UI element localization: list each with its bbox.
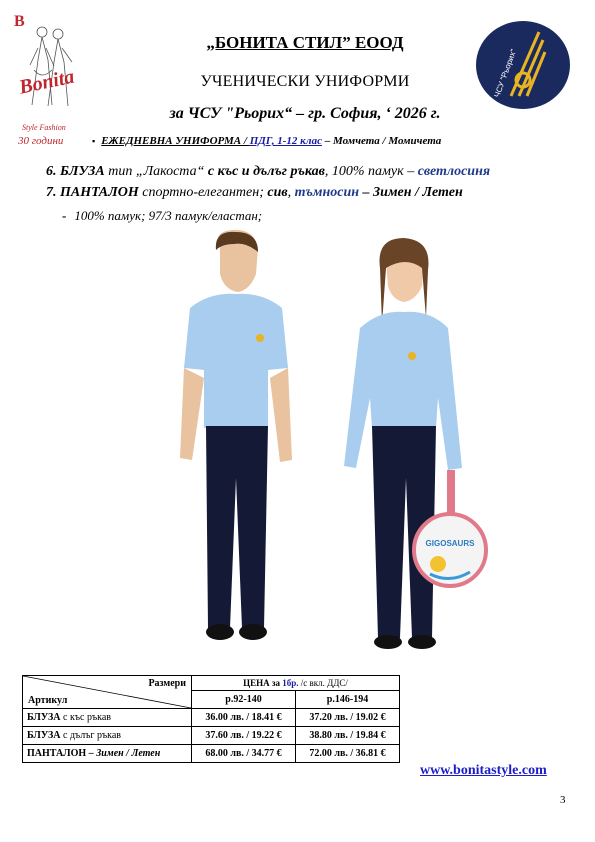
article-detail: – Зимен / Летен	[86, 748, 161, 759]
fabric-text: 100% памук; 97/3 памук/еластан;	[74, 208, 263, 223]
table-corner-cell	[23, 676, 192, 709]
article-detail: с дълъг ръкав	[60, 730, 122, 741]
article-detail: с къс ръкав	[60, 712, 111, 723]
item-season: – Зимен / Летен	[359, 185, 463, 200]
table-row	[23, 745, 400, 763]
document-title: УЧЕНИЧЕСКИ УНИФОРМИ	[200, 73, 410, 90]
school-logo-text: ЧСУ "Рьорих"	[492, 47, 519, 99]
boy-figure	[180, 230, 292, 640]
bonita-logo-years: 30 години	[18, 135, 64, 147]
price-cell: 68.00 лв. / 34.77 €	[192, 745, 296, 763]
item-separator: ,	[287, 185, 295, 200]
item-blouse	[46, 164, 490, 180]
item-sleeves: с къс и дълъг ръкав	[207, 164, 325, 179]
racket-text: GIGOSAURS	[425, 539, 475, 548]
item-type: тип „Лакоста“	[104, 164, 208, 179]
item-color: светлосиня	[417, 164, 491, 179]
school-line: за ЧСУ "Рьорих“ – гр. София, ‘ 2026 г.	[169, 105, 441, 122]
price-caption-suffix: /с вкл. ДДС/	[298, 678, 348, 688]
item-pants	[46, 185, 463, 201]
article-name: БЛУЗА	[27, 730, 61, 741]
sizes-header: Размери	[148, 678, 186, 689]
price-cell: 72.00 лв. / 36.81 €	[296, 745, 400, 763]
page-number: 3	[560, 794, 566, 806]
table-header-row	[23, 676, 400, 691]
price-caption	[192, 676, 400, 691]
uniform-photo	[150, 228, 500, 670]
article-header: Артикул	[28, 695, 68, 706]
website-link[interactable]: www.bonitastyle.com	[420, 763, 547, 778]
article-cell	[23, 709, 192, 727]
bonita-logo-slogan: Style Fashion	[22, 123, 66, 132]
price-caption-prefix: ЦЕНА за	[243, 678, 283, 688]
price-cell: 38.80 лв. / 19.84 €	[296, 727, 400, 745]
price-table	[22, 675, 400, 763]
item-color-navy: тъмносин	[294, 185, 360, 200]
price-cell: 37.60 лв. / 19.22 €	[192, 727, 296, 745]
item-style: спортно-елегантен;	[138, 185, 268, 200]
item-material: , 100% памук –	[324, 164, 418, 179]
item-name: БЛУЗА	[60, 164, 105, 179]
bonita-logo-brand: Bonita	[17, 65, 77, 99]
item-fabric	[62, 208, 262, 224]
article-name: БЛУЗА	[27, 712, 61, 723]
size-column-header: р.92-140	[192, 691, 296, 709]
price-cell: 36.00 лв. / 18.41 €	[192, 709, 296, 727]
item-number: 7.	[46, 185, 57, 200]
item-color-grey: сив	[267, 185, 288, 200]
article-cell	[23, 745, 192, 763]
item-number: 6.	[46, 164, 57, 179]
company-name: „БОНИТА СТИЛ” ЕООД	[206, 33, 404, 52]
daily-uniform-label: ЕЖЕДНЕВНА УНИФОРМА /	[101, 135, 250, 147]
table-row	[23, 709, 400, 727]
article-cell	[23, 727, 192, 745]
daily-uniform-line	[92, 135, 441, 147]
bullet-icon: ▪	[92, 136, 96, 146]
bonita-logo-letter: B	[14, 13, 25, 30]
article-name: ПАНТАЛОН	[27, 748, 87, 759]
table-row	[23, 727, 400, 745]
price-caption-unit: 1бр.	[282, 678, 299, 688]
grades-label: ПДГ, 1-12 клас	[249, 135, 322, 147]
price-cell: 37.20 лв. / 19.02 €	[296, 709, 400, 727]
item-name: ПАНТАЛОН	[60, 185, 139, 200]
size-column-header: р.146-194	[296, 691, 400, 709]
fabric-dash: -	[62, 208, 67, 223]
bonita-logo	[8, 10, 88, 150]
gender-label: – Момчета / Момичета	[321, 135, 442, 147]
